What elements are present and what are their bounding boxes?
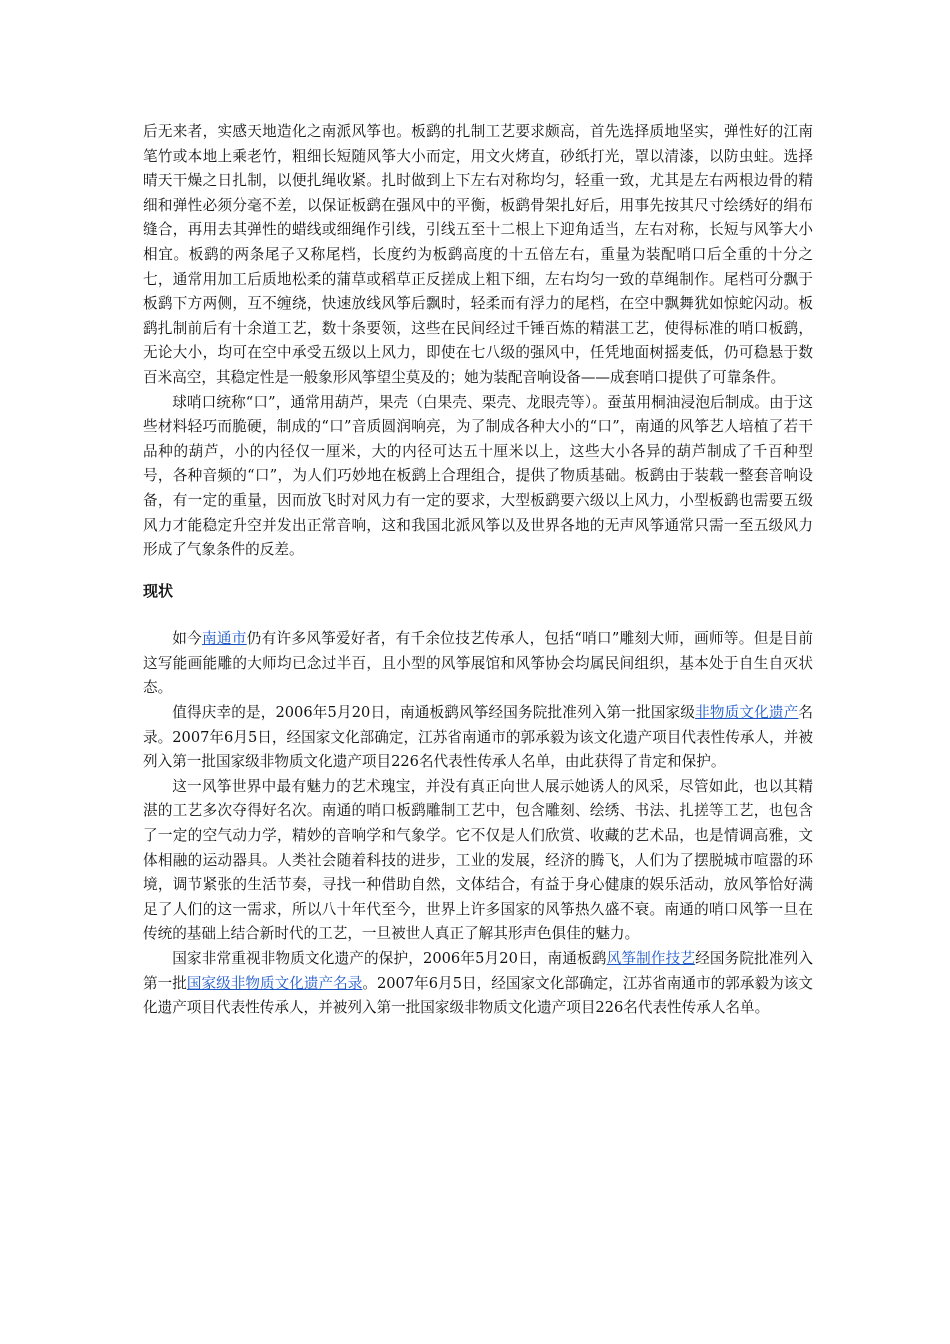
paragraph-heritage: [143, 701, 813, 775]
section-heading-status: 现状: [143, 581, 174, 600]
link-nantong[interactable]: 南通市: [201, 630, 247, 648]
paragraph-whistle: 球哨口统称“口”，通常用葫芦，果壳（白果壳、栗壳、龙眼壳等）。蚕茧用桐油浸泡后制成。由于这些材料轻巧而脆硬，制成的“口”音质圆润响亮，为了制成各种大小的“口”，南通的风筝艺人培植了若干品种的葫芦，小的内径仅一厘米，大的内径可达五十厘米以上，这些大小各异的葫芦制成了千百种型号，各种音频的“口”，为人们巧妙地在板鹞上合理组合，提供了物质基础。板鹞由于装载一整套音响设备，有一定的重量，因而放飞时对风力有一定的要求，大型板鹞要六级以上风力，小型板鹞也需要五级风力才能稳定升空并发出正常音响，这和我国北派风筝以及世界各地的无声风筝通常只需一至五级风力形成了气象条件的反差。: [143, 393, 813, 559]
text-segment: 。2007年6月5日，经国家文化部确定，江苏省南通市的郭承毅为该文化遗产项目代表性传承人，并被列入第一批国家级非物质文化遗产项目226名代表性传承人名单。: [143, 974, 813, 1017]
paragraph-banyao-craft: 后无来者，实感天地造化之南派风筝也。板鹞的扎制工艺要求颇高，首先选择质地坚实，弹性好的江南笔竹或本地上乘老竹，粗细长短随风筝大小而定，用文火烤直，砂纸打光，罩以清漆，以防虫蛀。选择晴天干燥之日扎制，以便扎绳收紧。扎时做到上下左右对称均匀，轻重一致，尤其是左右两根边骨的精细和弹性必须分毫不差，以保证板鹞在强风中的平衡，板鹞骨架扎好后，用事先按其尺寸绘绣好的绢布缝合，再用去其弹性的蜡线或细绳作引线，引线五至十二根上下迎角适当，左右对称，长短与风筝大小相宜。板鹞的两条尾子又称尾档，长度约为板鹞高度的十五倍左右，重量为装配哨口后全重的十分之七，通常用加工后质地松柔的蒲草或稻草正反搓成上粗下细，左右均匀一致的草绳制作。尾档可分飘于板鹞下方两侧，互不缠绕，快速放线风筝后飘时，轻柔而有浮力的尾档，在空中飘舞犹如惊蛇闪动。板鹞扎制前后有十余道工艺，数十条要领，这些在民间经过千锤百炼的精湛工艺，使得标准的哨口板鹞，无论大小，均可在空中承受五级以上风力，即使在七八级的强风中，任凭地面树摇麦低，仍可稳悬于数百米高空，其稳定性是一般象形风筝望尘莫及的；她为装配音响设备——成套哨口提供了可靠条件。: [143, 123, 813, 386]
text-segment: 值得庆幸的是，2006年5月20日，南通板鹞风筝经国务院批准列入第一批国家级: [172, 704, 696, 722]
paragraph-status: [143, 627, 813, 701]
link-kite-craft[interactable]: 风筝制作技艺: [606, 950, 696, 967]
text-segment: 名录。2007年6月5日，经国家文化部确定，江苏省南通市的郭承毅为该文化遗产项目代表性传承人，并被列入第一批国家级非物质文化遗产项目226名代表性传承人名单，由此获得了肯定和保护。: [143, 704, 813, 771]
document-body: [143, 120, 813, 1021]
text-segment: 仍有许多风筝爱好者，有千余位技艺传承人，包括“哨口”雕刻大师，画师等。但是目前这写能画能雕的大师均已念过半百，且小型的风筝展馆和风筝协会均属民间组织，基本处于自生自灭状态。: [143, 630, 813, 697]
text-segment: 如今: [172, 630, 202, 648]
paragraph-protection: [143, 947, 813, 1021]
text-segment: 经国务院批准列入第一批: [143, 950, 813, 992]
link-intangible-heritage[interactable]: 非物质文化遗产: [695, 704, 799, 722]
paragraph-art-treasure: 这一风筝世界中最有魅力的艺术瑰宝，并没有真正向世人展示她诱人的风采，尽管如此，也以其精湛的工艺多次夺得好名次。南通的哨口板鹞雕制工艺中，包含雕刻、绘绣、书法、扎搓等工艺，也包含了一定的空气动力学，精妙的音响学和气象学。它不仅是人们欣赏、收藏的艺术品，也是情调高雅，文体相融的运动器具。人类社会随着科技的进步，工业的发展，经济的腾飞，人们为了摆脱城市喧嚣的环境，调节紧张的生活节奏，寻找一种借助自然，文体结合，有益于身心健康的娱乐活动，放风筝恰好满足了人们的这一需求，所以八十年代至今，世界上许多国家的风筝热久盛不衰。南通的哨口风筝一旦在传统的基础上结合新时代的工艺，一旦被世人真正了解其形声色俱佳的魅力。: [143, 777, 813, 943]
link-heritage-list[interactable]: 国家级非物质文化遗产名录: [186, 974, 363, 992]
text-segment: 国家非常重视非物质文化遗产的保护，2006年5月20日，南通板鹞: [172, 950, 607, 967]
